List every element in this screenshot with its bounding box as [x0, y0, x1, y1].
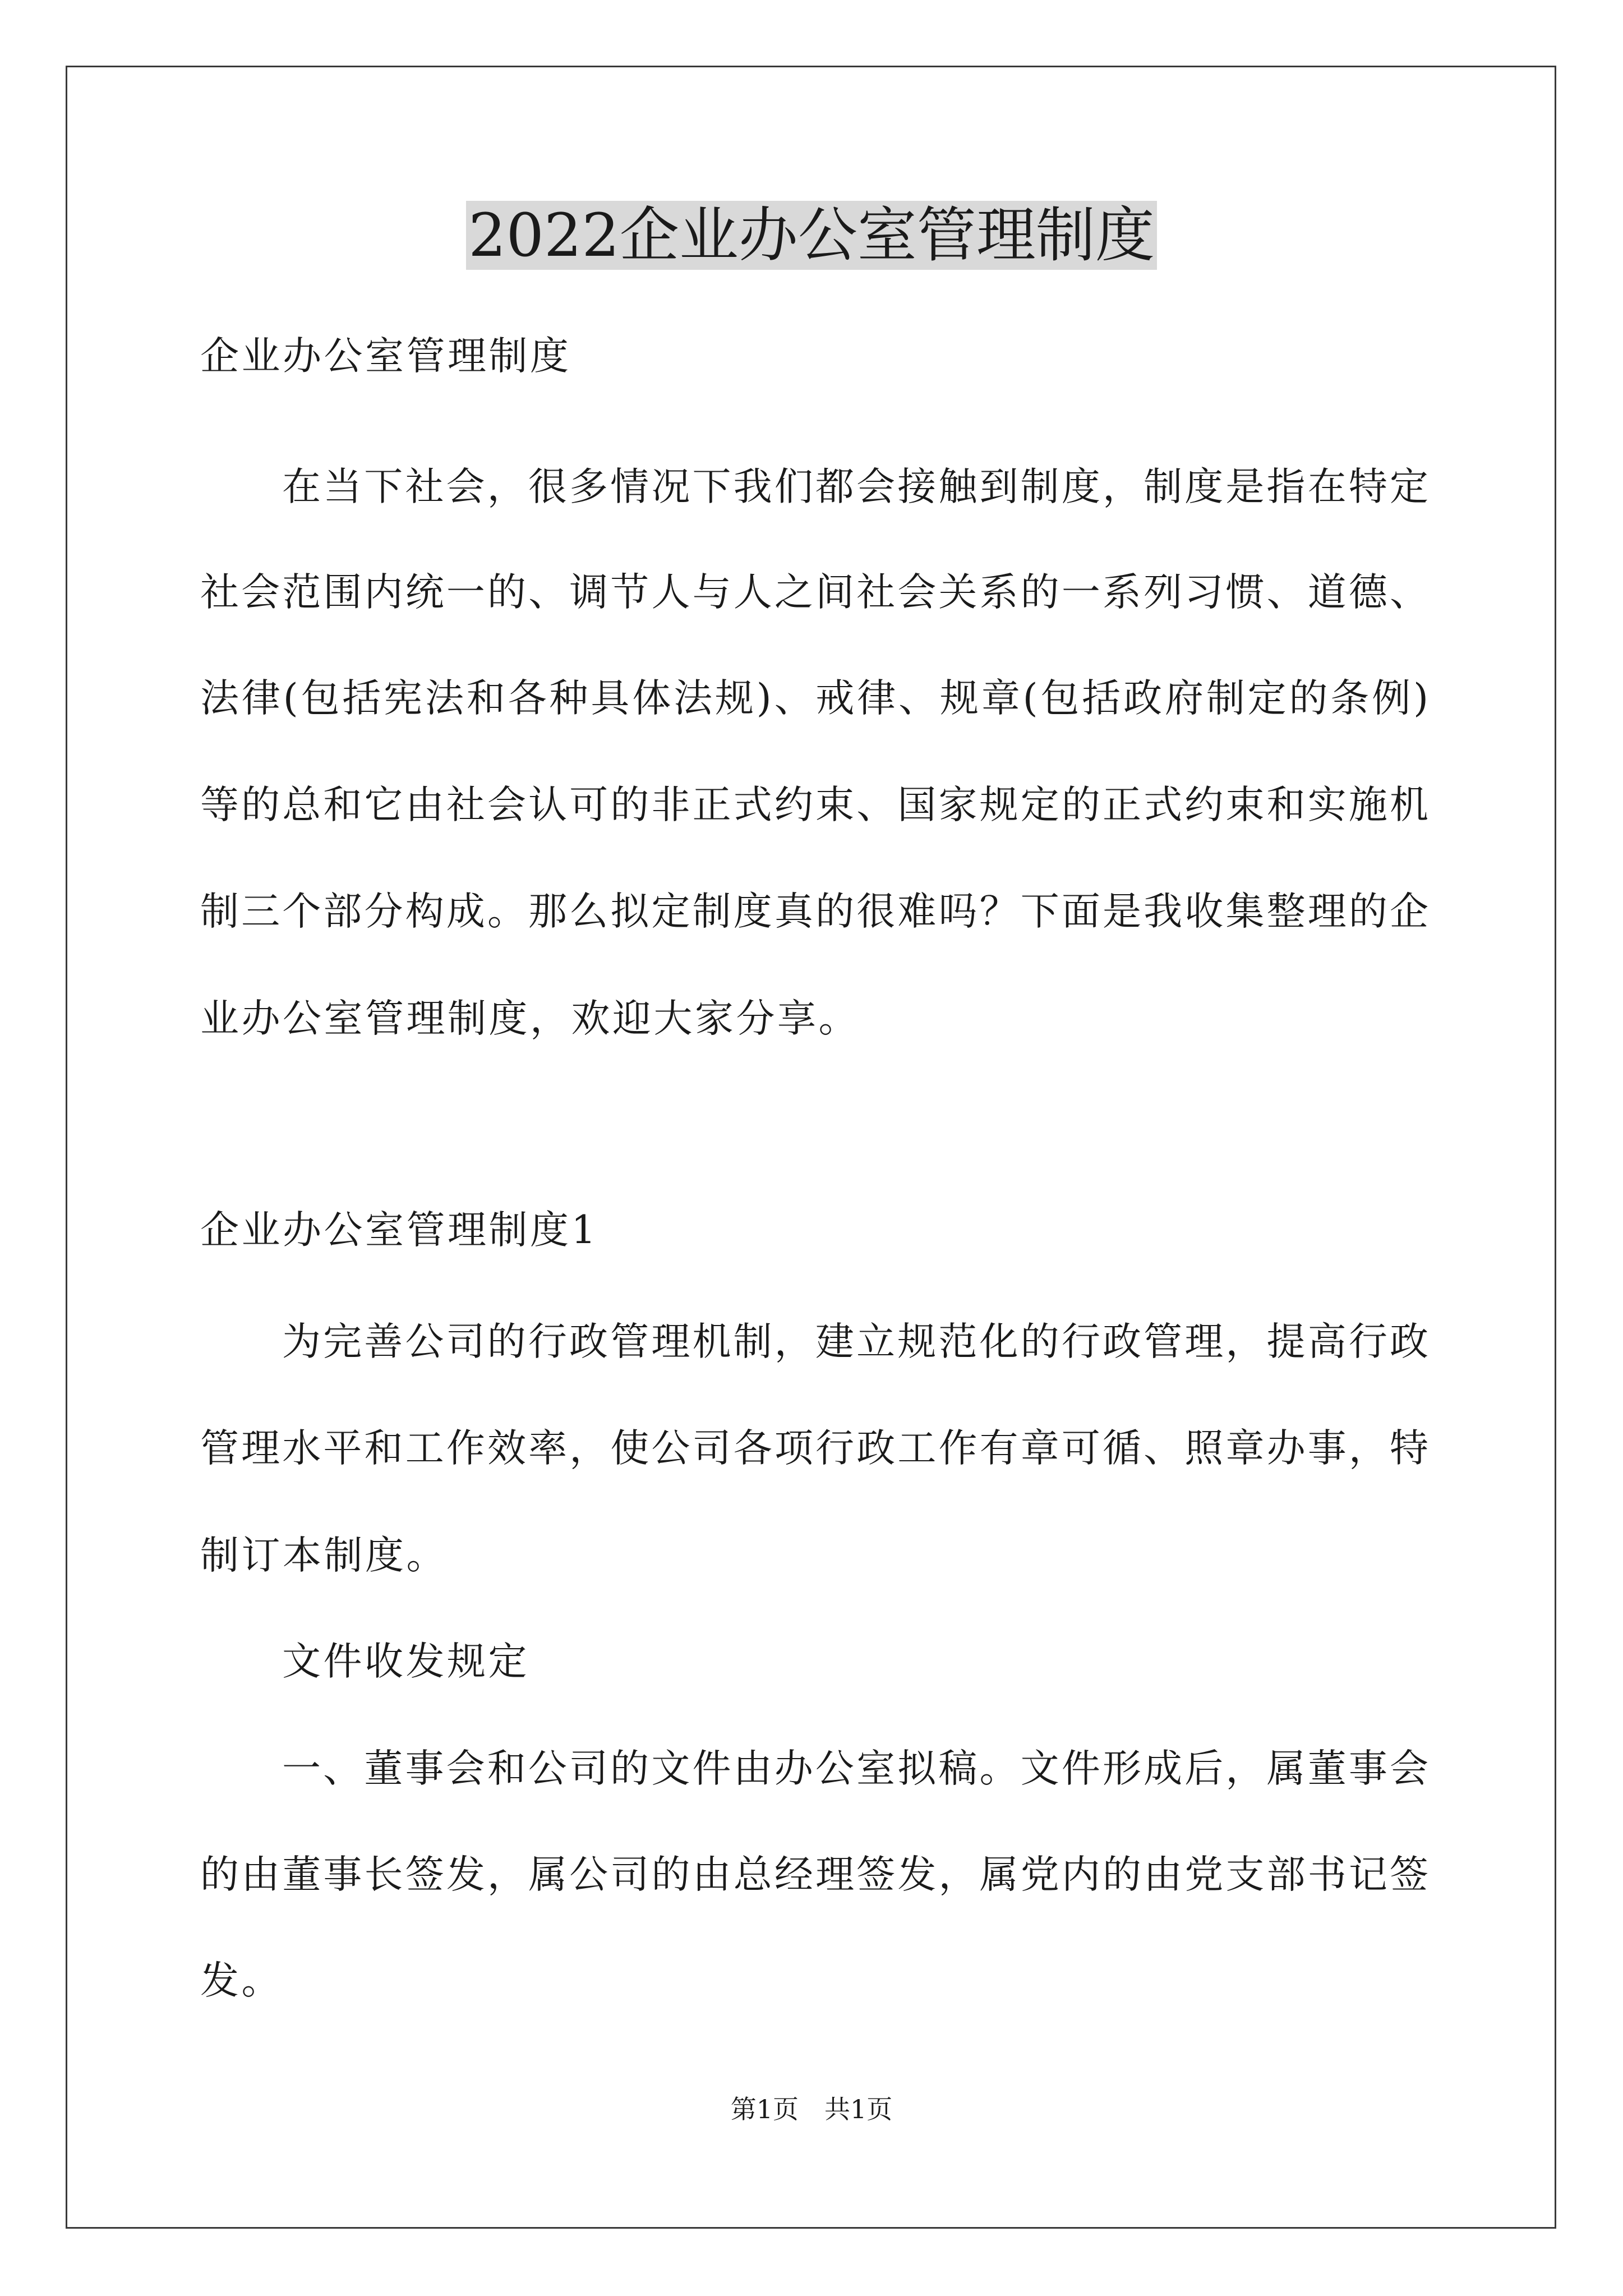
paragraph-line: 法律(包括宪法和各种具体法规)、戒律、规章(包括政府制定的条例)	[200, 676, 1428, 721]
document-title	[0, 196, 1623, 275]
paragraph-line: 业办公室管理制度，欢迎大家分享。	[200, 996, 860, 1041]
paragraph-line: 发。	[200, 1958, 283, 2003]
page-footer: 第1页 共1页	[730, 2094, 893, 2124]
paragraph-line: 在当下社会，很多情况下我们都会接触到制度，制度是指在特定	[282, 464, 1428, 509]
paragraph-line: 等的总和它由社会认可的非正式约束、国家规定的正式约束和实施机	[200, 783, 1428, 827]
document-title-text: 2022企业办公室管理制度	[466, 201, 1157, 270]
paragraph-line: 一、董事会和公司的文件由办公室拟稿。文件形成后，属董事会	[282, 1746, 1428, 1791]
paragraph-line: 制订本制度。	[200, 1533, 448, 1578]
paragraph-line: 制三个部分构成。那么拟定制度真的很难吗？下面是我收集整理的企	[200, 889, 1428, 934]
paragraph-line: 社会范围内统一的、调节人与人之间社会关系的一系列习惯、道德、	[200, 570, 1428, 615]
subsection-heading: 文件收发规定	[282, 1639, 529, 1684]
paragraph-line: 管理水平和工作效率，使公司各项行政工作有章可循、照章办事，特	[200, 1426, 1428, 1471]
section-heading: 企业办公室管理制度1	[200, 1208, 598, 1253]
intro-heading: 企业办公室管理制度	[200, 334, 571, 379]
paragraph-line: 为完善公司的行政管理机制，建立规范化的行政管理，提高行政	[282, 1319, 1428, 1364]
paragraph-line: 的由董事长签发，属公司的由总经理签发，属党内的由党支部书记签	[200, 1852, 1428, 1897]
page-border	[66, 66, 1556, 2229]
